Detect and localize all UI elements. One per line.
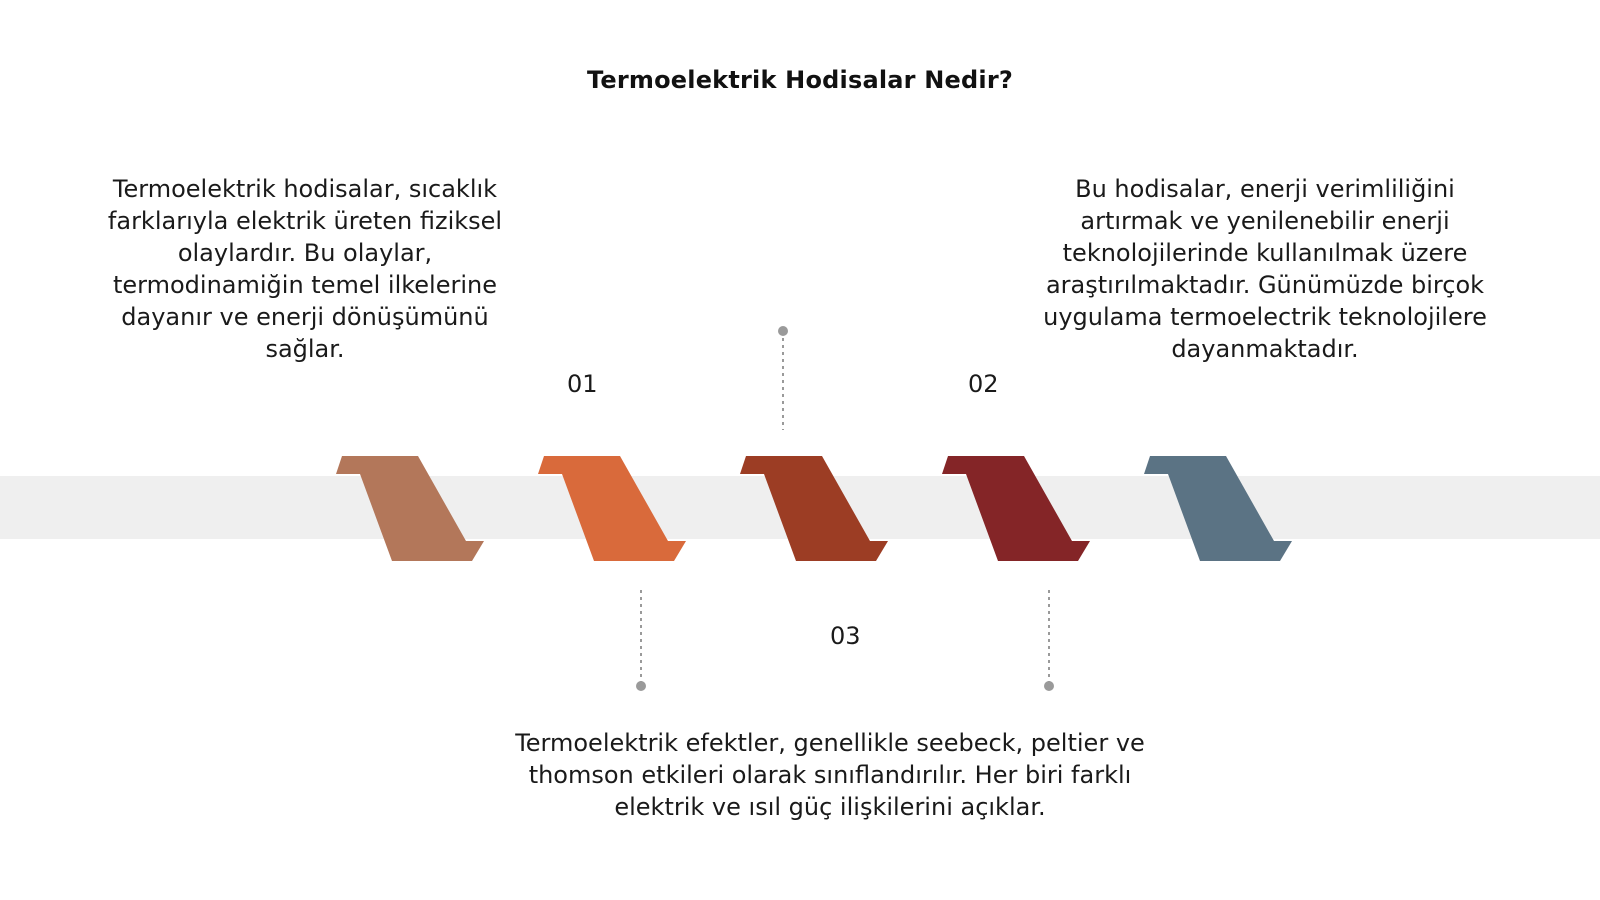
timeline-segment-5 bbox=[1144, 456, 1292, 561]
step-3-label: 03 bbox=[830, 622, 861, 650]
timeline-segment-2 bbox=[538, 456, 686, 561]
step-1-label: 01 bbox=[567, 370, 598, 398]
page-title: Termoelektrik Hodisalar Nedir? bbox=[587, 66, 1013, 94]
timeline-segments bbox=[336, 456, 1292, 561]
step-1-text: Termoelektrik hodisalar, sıcaklık farklarıyla elektrik üreten fiziksel olaylardır. Bu olaylar, termodinamiğin temel ilkelerine dayanır ve enerji dönüşümünü sağlar. bbox=[107, 175, 503, 363]
timeline-segment-1 bbox=[336, 456, 484, 561]
timeline-segment-3 bbox=[740, 456, 888, 561]
connector-dot-top bbox=[778, 326, 788, 336]
step-2-text: Bu hodisalar, enerji verimliliğini artırmak ve yenilenebilir enerji teknolojilerinde kullanılmak üzere araştırılmaktadır. Günümüzde birçok uygulama termoelectrik teknolojilere dayanmaktadır. bbox=[1043, 175, 1487, 363]
connector-dot-bottom-right bbox=[1044, 681, 1054, 691]
step-2-label: 02 bbox=[968, 370, 999, 398]
connector-dot-bottom-left bbox=[636, 681, 646, 691]
timeline-segment-4 bbox=[942, 456, 1090, 561]
step-3-text: Termoelektrik efektler, genellikle seebeck, peltier ve thomson etkileri olarak sınıflandırılır. Her biri farklı elektrik ve ısıl güç ilişkilerini açıklar. bbox=[515, 729, 1145, 821]
